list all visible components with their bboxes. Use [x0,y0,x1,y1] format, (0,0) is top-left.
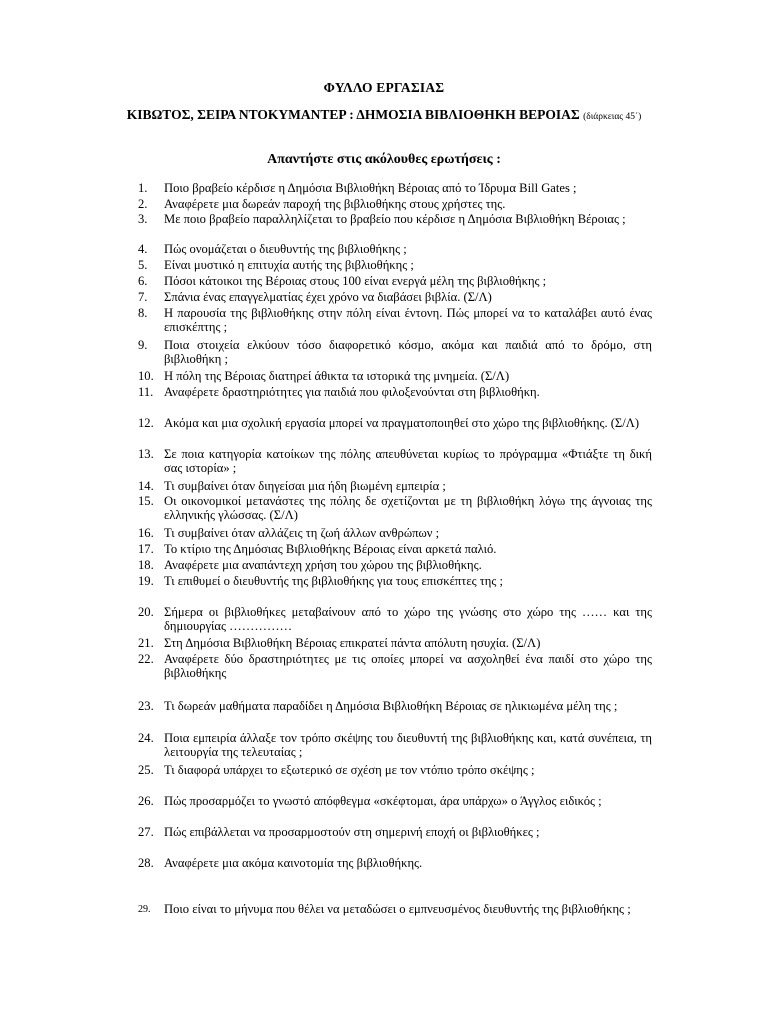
question-number: 17. [138,542,154,556]
question-text: Αναφέρετε μια αναπάντεχη χρήση του χώρου της βιβλιοθήκης. [164,558,482,572]
question-number: 27. [138,825,154,839]
question-number: 22. [138,652,154,666]
question-item [138,526,652,540]
question-text: Πώς επιβάλλεται να προσαρμοστούν στη σημερινή εποχή οι βιβλιοθήκες ; [164,825,540,839]
question-item [138,699,652,713]
question-number: 11. [138,385,154,399]
question-item [138,763,652,777]
question-text: Πόσοι κάτοικοι της Βέροιας στους 100 είναι ενεργά μέλη της βιβλιοθήκης ; [164,274,547,288]
question-item [138,369,652,383]
question-number: 4. [138,242,148,256]
question-number: 5. [138,258,148,272]
question-text: Πώς προσαρμόζει το γνωστό απόφθεγμα «σκέφτομαι, άρα υπάρχω» ο Άγγλος ειδικός ; [164,794,602,808]
question-text: Πώς ονομάζεται ο διευθυντής της βιβλιοθήκης ; [164,242,407,256]
question-number: 16. [138,526,154,540]
question-text: Τι διαφορά υπάρχει το εξωτερικό σε σχέση με τον ντόπιο τρόπο σκέψης ; [164,763,535,777]
question-text: Οι οικονομικοί μετανάστες της πόλης δε σχετίζονται με τη βιβλιοθήκη λόγω της άγνοιας της ελληνικής γλώσσας. (Σ/Λ) [164,494,652,522]
question-number: 14. [138,479,154,493]
question-text: Με ποιο βραβείο παραλληλίζεται το βραβείο που κέρδισε η Δημόσια Βιβλιοθήκη Βέροιας ; [164,212,626,226]
question-number: 15. [138,494,154,508]
question-text: Η πόλη της Βέροιας διατηρεί άθικτα τα ιστορικά της μνημεία. (Σ/Λ) [164,369,510,383]
question-item [138,338,652,366]
question-number: 13. [138,447,154,461]
question-text: Η παρουσία της βιβλιοθήκης στην πόλη είναι έντονη. Πώς μπορεί να το καταλάβει αυτό ένας επισκέπτης ; [164,306,652,334]
question-text: Ποιο βραβείο κέρδισε η Δημόσια Βιβλιοθήκη Βέροιας από το Ίδρυμα Bill Gates ; [164,181,577,195]
question-number: 21. [138,636,154,650]
question-text: Στη Δημόσια Βιβλιοθήκη Βέροιας επικρατεί πάντα απόλυτη ησυχία. (Σ/Λ) [164,636,541,650]
question-item [138,794,652,808]
question-item [138,558,652,572]
question-item [138,856,652,870]
question-item [138,731,652,759]
question-number: 24. [138,731,154,745]
question-text: Τι επιθυμεί ο διευθυντής της βιβλιοθήκης για τους επισκέπτες της ; [164,574,504,588]
question-item [138,447,652,475]
instructions-heading: Απαντήστε στις ακόλουθες ερωτήσεις : [267,152,501,167]
question-text: Το κτίριο της Δημόσιας Βιβλιοθήκης Βέροιας είναι αρκετά παλιό. [164,542,497,556]
question-text: Τι συμβαίνει όταν αλλάζεις τη ζωή άλλων ανθρώπων ; [164,526,440,540]
subtitle-text: ΚΙΒΩΤΟΣ, ΣΕΙΡΑ ΝΤΟΚΥΜΑΝΤΕΡ : ΔΗΜΟΣΙΑ ΒΙΒΛΙΟΘΗΚΗ ΒΕΡΟΙΑΣ [126,107,580,122]
question-item [138,479,652,493]
question-item [138,636,652,650]
question-item [138,290,652,304]
question-item [138,258,652,272]
question-item [138,306,652,334]
question-item [138,197,652,211]
question-item [138,574,652,588]
question-text: Σε ποια κατηγορία κατοίκων της πόλης απευθύνεται κυρίως το πρόγραμμα «Φτιάξτε τη δική σας ιστορία» ; [164,447,652,475]
question-text: Αναφέρετε δραστηριότητες για παιδιά που φιλοξενούνται στη βιβλιοθήκη. [164,385,540,399]
question-text: Αναφέρετε δύο δραστηριότητες με τις οποίες μπορεί να ασχοληθεί ένα παιδί στο χώρο της βιβλιοθήκης [164,652,652,680]
question-text: Είναι μυστικό η επιτυχία αυτής της βιβλιοθήκης ; [164,258,414,272]
question-text: Τι συμβαίνει όταν διηγείσαι μια ήδη βιωμένη εμπειρία ; [164,479,446,493]
question-item [138,274,652,288]
question-text: Τι δωρεάν μαθήματα παραδίδει η Δημόσια Βιβλιοθήκη Βέροιας σε ηλικιωμένα μέλη της ; [164,699,618,713]
question-number: 2. [138,197,148,211]
question-item [138,605,652,633]
question-text: Σήμερα οι βιβλιοθήκες μεταβαίνουν από το χώρο της γνώσης στο χώρο της …… και της δημιουργίας …………… [164,605,652,633]
question-item [138,212,652,226]
question-item [138,181,652,195]
question-number: 20. [138,605,154,619]
question-text: Σπάνια ένας επαγγελματίας έχει χρόνο να διαβάσει βιβλία. (Σ/Λ) [164,290,492,304]
question-number: 8. [138,306,148,320]
question-text: Ποια στοιχεία ελκύουν τόσο διαφορετικό κόσμο, ακόμα και παιδιά από το δρόμο, στη βιβλιοθήκη ; [164,338,652,366]
question-number: 19. [138,574,154,588]
question-number: 25. [138,763,154,777]
question-item [138,494,652,522]
document-subtitle [0,107,768,123]
question-number: 10. [138,369,154,383]
question-number: 3. [138,212,148,226]
question-number: 29. [138,904,151,915]
document-title: ΦΥΛΛΟ ΕΡΓΑΣΙΑΣ [323,80,445,95]
question-item [138,416,652,430]
question-item [138,242,652,256]
duration-note: (διάρκειας 45΄) [583,112,642,122]
question-item [138,902,652,916]
question-text: Ακόμα και μια σχολική εργασία μπορεί να πραγματοποιηθεί στο χώρο της βιβλιοθήκης. (Σ/Λ) [164,416,640,430]
question-number: 12. [138,416,154,430]
question-text: Ποιο είναι το μήνυμα που θέλει να μεταδώσει ο εμπνευσμένος διευθυντής της βιβλιοθήκης ; [164,902,631,916]
question-number: 23. [138,699,154,713]
question-number: 28. [138,856,154,870]
question-item [138,652,652,680]
question-text: Ποια εμπειρία άλλαξε τον τρόπο σκέψης του διευθυντή της βιβλιοθήκης και, κατά συνέπεια, τη λειτουργία της τελευταίας ; [164,731,652,759]
question-number: 7. [138,290,148,304]
question-item [138,825,652,839]
question-number: 1. [138,181,148,195]
question-item [138,542,652,556]
question-item [138,385,652,399]
question-text: Αναφέρετε μια δωρεάν παροχή της βιβλιοθήκης στους χρήστες της. [164,197,506,211]
question-text: Αναφέρετε μια ακόμα καινοτομία της βιβλιοθήκης. [164,856,423,870]
question-number: 26. [138,794,154,808]
question-number: 18. [138,558,154,572]
question-number: 6. [138,274,148,288]
question-number: 9. [138,338,148,352]
